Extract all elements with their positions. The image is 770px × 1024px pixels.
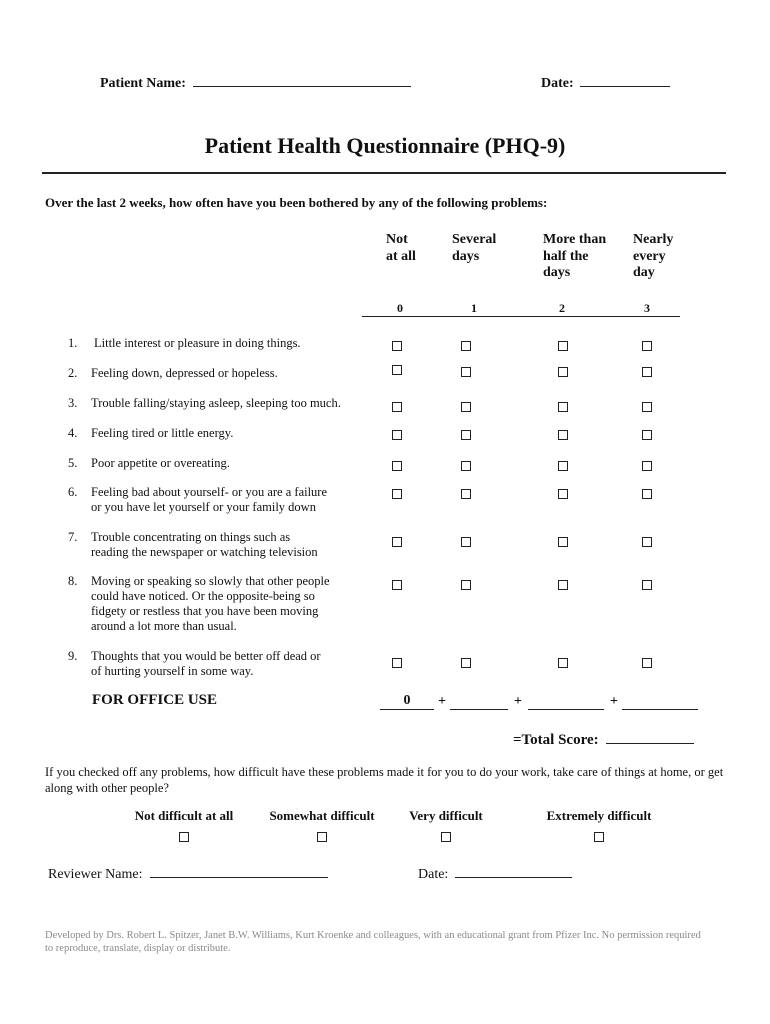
- column-header: [543, 232, 606, 282]
- question-number: 4.: [68, 426, 78, 440]
- frequency-checkbox[interactable]: [392, 365, 402, 375]
- column-header: [452, 232, 496, 265]
- frequency-checkbox[interactable]: [642, 430, 652, 440]
- total-score-label: =Total Score:: [513, 732, 599, 748]
- question-text: [91, 426, 361, 441]
- question-text-line: around a lot more than usual.: [91, 619, 237, 633]
- question-text: [91, 530, 361, 560]
- frequency-checkbox[interactable]: [642, 489, 652, 499]
- difficulty-checkbox[interactable]: [317, 832, 327, 842]
- column-header: [633, 232, 673, 282]
- frequency-checkbox[interactable]: [461, 367, 471, 377]
- question-text: [91, 574, 361, 634]
- frequency-checkbox[interactable]: [392, 658, 402, 668]
- question-number: 2.: [68, 366, 78, 380]
- frequency-checkbox[interactable]: [642, 658, 652, 668]
- frequency-checkbox[interactable]: [392, 430, 402, 440]
- reviewer-date-field[interactable]: [455, 863, 572, 878]
- question-number: 8.: [68, 574, 78, 588]
- frequency-checkbox[interactable]: [558, 489, 568, 499]
- reviewer-name-label: Reviewer Name:: [48, 867, 143, 882]
- column-header-line: days: [452, 248, 480, 264]
- frequency-checkbox[interactable]: [461, 537, 471, 547]
- column-header-line: half the: [543, 248, 589, 264]
- question-text-line: Poor appetite or overeating.: [91, 456, 230, 470]
- frequency-checkbox[interactable]: [392, 580, 402, 590]
- question-number: 3.: [68, 396, 78, 410]
- question-text: [91, 396, 361, 411]
- question-text: [91, 456, 361, 471]
- frequency-checkbox[interactable]: [558, 367, 568, 377]
- office-sum-field[interactable]: 0: [380, 693, 434, 710]
- frequency-checkbox[interactable]: [642, 537, 652, 547]
- question-number: 9.: [68, 649, 78, 663]
- frequency-checkbox[interactable]: [558, 537, 568, 547]
- date-field[interactable]: [580, 72, 670, 87]
- frequency-checkbox[interactable]: [392, 537, 402, 547]
- frequency-checkbox[interactable]: [558, 341, 568, 351]
- question-text-line: Thoughts that you would be better off dead or: [91, 649, 321, 663]
- column-header-line: day: [633, 265, 655, 280]
- question-text: [94, 336, 364, 351]
- column-header-line: days: [543, 265, 571, 280]
- question-text-line: Trouble falling/staying asleep, sleeping too much.: [91, 396, 341, 410]
- column-header-line: Several: [452, 232, 497, 247]
- frequency-checkbox[interactable]: [461, 461, 471, 471]
- question-text-line: Feeling tired or little energy.: [91, 426, 234, 440]
- title-rule: [42, 172, 726, 174]
- column-header-line: every: [633, 248, 666, 264]
- question-text: [91, 366, 361, 381]
- patient-name-field[interactable]: [193, 72, 411, 87]
- question-text-line: reading the newspaper or watching television: [91, 545, 318, 559]
- frequency-checkbox[interactable]: [392, 489, 402, 499]
- question-text-line: Feeling down, depressed or hopeless.: [91, 366, 278, 380]
- frequency-checkbox[interactable]: [642, 367, 652, 377]
- question-text-line: Moving or speaking so slowly that other people: [91, 574, 330, 588]
- frequency-checkbox[interactable]: [558, 461, 568, 471]
- frequency-checkbox[interactable]: [392, 402, 402, 412]
- column-header-line: at all: [386, 248, 416, 264]
- frequency-checkbox[interactable]: [392, 461, 402, 471]
- difficulty-option-label: Extremely difficult: [546, 808, 652, 823]
- patient-name-row: [100, 72, 411, 92]
- question-text-line: could have noticed. Or the opposite-being so: [91, 589, 315, 603]
- question-text-line: Little interest or pleasure in doing things.: [94, 336, 301, 350]
- plus-sign: +: [610, 694, 618, 709]
- difficulty-option-label: Very difficult: [409, 808, 483, 823]
- frequency-checkbox[interactable]: [558, 402, 568, 412]
- date-row: [541, 72, 670, 92]
- frequency-checkbox[interactable]: [558, 580, 568, 590]
- frequency-checkbox[interactable]: [461, 658, 471, 668]
- question-text-line: of hurting yourself in some way.: [91, 664, 254, 678]
- page-title: Patient Health Questionnaire (PHQ-9): [204, 133, 566, 158]
- score-value: 0: [362, 301, 438, 317]
- reviewer-name-field[interactable]: [150, 863, 328, 878]
- question-number: 7.: [68, 530, 78, 544]
- frequency-checkbox[interactable]: [461, 580, 471, 590]
- difficulty-checkbox[interactable]: [179, 832, 189, 842]
- instructions: Over the last 2 weeks, how often have you been bothered by any of the following problems:: [45, 195, 548, 210]
- question-text-line: Feeling bad about yourself- or you are a failure: [91, 485, 328, 499]
- patient-name-label: Patient Name:: [100, 76, 186, 91]
- plus-sign: +: [438, 694, 446, 709]
- frequency-checkbox[interactable]: [461, 430, 471, 440]
- column-header-line: More than: [543, 232, 607, 247]
- office-use-label: FOR OFFICE USE: [92, 692, 218, 708]
- office-sum-field[interactable]: [450, 693, 508, 710]
- column-header: [386, 232, 416, 265]
- difficulty-option-label: Not difficult at all: [134, 808, 234, 823]
- question-number: 1.: [68, 336, 78, 350]
- column-header-line: Nearly: [633, 232, 674, 247]
- total-score-field[interactable]: [606, 729, 694, 744]
- frequency-checkbox[interactable]: [642, 402, 652, 412]
- question-text: [91, 485, 361, 515]
- difficulty-option-label: Somewhat difficult: [269, 808, 375, 823]
- column-header-line: Not: [386, 232, 408, 247]
- total-score-row: [513, 729, 694, 749]
- question-number: 5.: [68, 456, 78, 470]
- question-text-line: fidgety or restless that you have been moving: [91, 604, 319, 618]
- footnote: Developed by Drs. Robert L. Spitzer, Janet B.W. Williams, Kurt Kroenke and colleagues, with an educational grant from Pfizer Inc. No permission required to reproduce, translate, display or distribute.: [45, 930, 701, 954]
- date-label: Date:: [541, 76, 574, 91]
- frequency-checkbox[interactable]: [461, 489, 471, 499]
- question-text-line: Trouble concentrating on things such as: [91, 530, 291, 544]
- frequency-checkbox[interactable]: [461, 341, 471, 351]
- frequency-checkbox[interactable]: [642, 461, 652, 471]
- frequency-checkbox[interactable]: [461, 402, 471, 412]
- difficulty-question: If you checked off any problems, how difficult have these problems made it for you to do your work, take care of things at home, or get along with other people?: [45, 765, 724, 795]
- frequency-checkbox[interactable]: [558, 430, 568, 440]
- office-sum-field[interactable]: [528, 693, 604, 710]
- frequency-checkbox[interactable]: [558, 658, 568, 668]
- reviewer-name-row: [48, 863, 328, 883]
- reviewer-date-label: Date:: [418, 867, 449, 882]
- question-text: [91, 649, 361, 679]
- reviewer-date-row: [418, 863, 572, 883]
- plus-sign: +: [514, 694, 522, 709]
- difficulty-checkbox[interactable]: [594, 832, 604, 842]
- score-value: 2: [510, 301, 614, 317]
- frequency-checkbox[interactable]: [642, 341, 652, 351]
- frequency-checkbox[interactable]: [392, 341, 402, 351]
- frequency-checkbox[interactable]: [642, 580, 652, 590]
- question-text-line: or you have let yourself or your family down: [91, 500, 316, 514]
- difficulty-checkbox[interactable]: [441, 832, 451, 842]
- score-value: 3: [614, 301, 680, 317]
- office-sum-field[interactable]: [622, 693, 698, 710]
- question-number: 6.: [68, 485, 78, 499]
- score-value: 1: [438, 301, 510, 317]
